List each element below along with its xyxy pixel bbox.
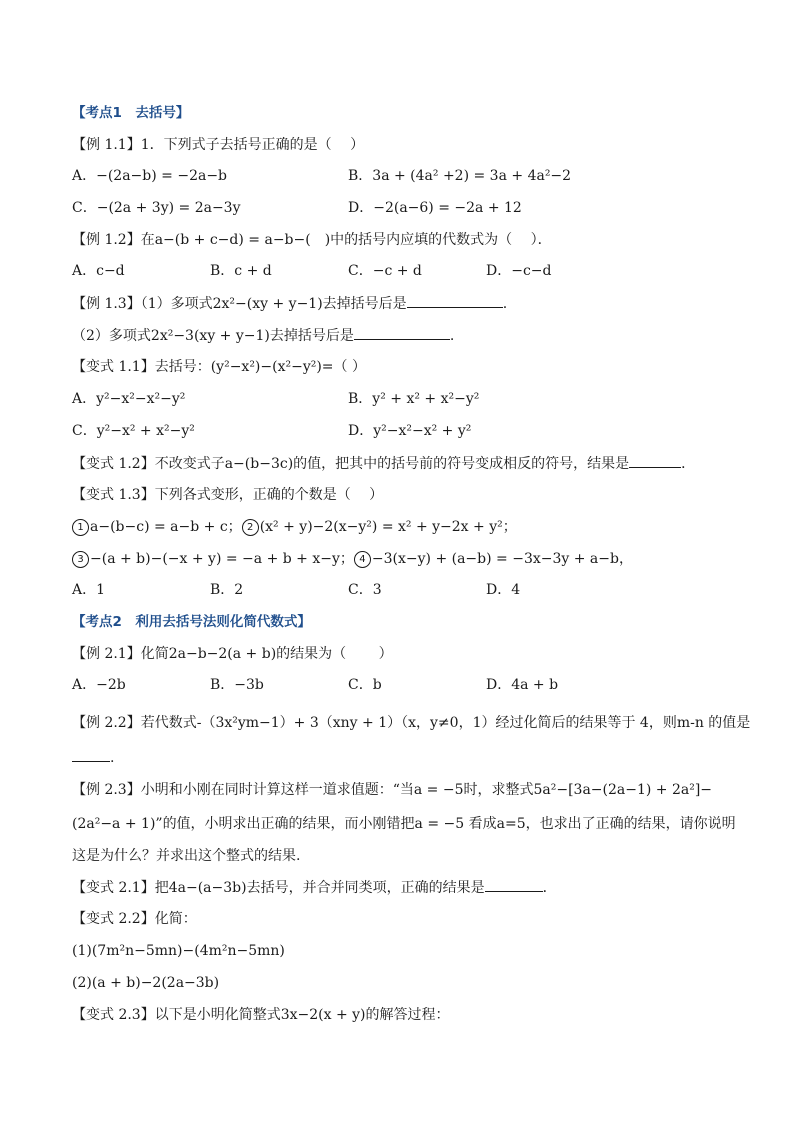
circled-number-4: 4 <box>354 551 371 568</box>
variant-1-3-option-b: B．2 <box>210 582 244 598</box>
variant-2-2-part-1: (1)(7m²n−5mn)−(4m²n−5mn) <box>72 943 285 959</box>
variant-1-3-option-c: C．3 <box>348 582 382 598</box>
section-heading-1: 【考点1 去括号】 <box>72 105 190 121</box>
example-1-1-option-c: C．−(2a + 3y) = 2a−3y <box>72 200 241 216</box>
example-1-1-option-d: D．−2(a−6) = −2a + 12 <box>348 200 522 216</box>
variant-1-3-expression-1: a−(b−c) = a−b + c； <box>90 519 242 535</box>
example-1-2-option-d: D．−c−d <box>486 263 552 279</box>
variant-1-3-stem: 【变式 1.3】下列各式变形，正确的个数是（ ） <box>72 487 384 503</box>
variant-1-1-option-a: A．y²−x²−x²−y² <box>72 391 186 407</box>
example-2-1-option-b: B．−3b <box>210 677 264 693</box>
variant-1-3-expression-3: −(a + b)−(−x + y) = −a + b + x−y； <box>90 551 354 567</box>
answer-blank[interactable] <box>407 294 503 308</box>
variant-1-3-option-a: A．1 <box>72 582 106 598</box>
example-2-2-answer-line <box>72 748 114 767</box>
punctuation: . <box>449 328 455 344</box>
answer-blank[interactable] <box>485 878 543 892</box>
circled-number-1: 1 <box>72 519 89 536</box>
example-1-1-option-b: B．3a + (4a² +2) = 3a + 4a²−2 <box>348 168 572 184</box>
variant-2-2-part-2: (2)(a + b)−2(2a−3b) <box>72 975 220 991</box>
example-2-1-option-d: D．4a + b <box>486 677 559 693</box>
example-2-1-option-a: A．−2b <box>72 677 126 693</box>
example-1-3-part-2-text: （2）多项式2x²−3(xy + y−1)去掉括号后是 <box>72 328 354 344</box>
example-2-1-stem: 【例 2.1】化简2a−b−2(a + b)的结果为（ ） <box>72 646 393 662</box>
variant-1-3-expression-2: (x² + y)−2(x−y²) = x² + y−2x + y²； <box>259 519 517 535</box>
example-1-1-stem: 【例 1.1】1．下列式子去括号正确的是（ ） <box>72 137 365 153</box>
circled-number-2: 2 <box>242 519 259 536</box>
example-2-1-option-c: C．b <box>348 677 382 693</box>
variant-1-2 <box>72 454 695 473</box>
answer-blank[interactable] <box>72 748 110 762</box>
example-1-2-option-c: C．−c + d <box>348 263 422 279</box>
example-1-3-part-2 <box>72 326 454 345</box>
variant-1-3-row-1 <box>72 518 517 536</box>
variant-1-1-stem: 【变式 1.1】去括号：(y²−x²)−(x²−y²)=（ ） <box>72 359 366 375</box>
variant-1-3-expression-4: −3(x−y) + (a−b) = −3x−3y + a−b， <box>371 551 633 567</box>
example-1-2-option-a: A．c−d <box>72 263 125 279</box>
example-1-1-option-a: A．−(2a−b) = −2a−b <box>72 168 228 184</box>
section-heading-2: 【考点2 利用去括号法则化简代数式】 <box>72 614 311 630</box>
variant-2-1 <box>72 878 557 897</box>
example-1-2-stem: 【例 1.2】在a−(b + c−d) = a−b−( )中的括号内应填的代数式为（ ）． <box>72 232 552 248</box>
variant-1-3-row-2 <box>72 550 633 568</box>
answer-blank[interactable] <box>629 454 681 468</box>
punctuation: . <box>502 296 508 312</box>
example-2-3-line-2: (2a²−a + 1)”的值，小明求出正确的结果，而小刚错把a = −5 看成a=5，也求出了正确的结果，请你说明 <box>72 816 736 832</box>
variant-2-2-stem: 【变式 2.2】化简： <box>72 911 197 927</box>
answer-blank[interactable] <box>354 326 450 340</box>
punctuation: ． <box>681 456 696 472</box>
variant-1-3-option-d: D．4 <box>486 582 521 598</box>
variant-2-3-stem: 【变式 2.3】以下是小明化简整式3x−2(x + y)的解答过程： <box>72 1007 450 1023</box>
variant-1-1-option-c: C．y²−x² + x²−y² <box>72 423 195 439</box>
circled-number-3: 3 <box>72 551 89 568</box>
example-2-3-line-1: 【例 2.3】小明和小刚在同时计算这样一道求值题：“当a = −5时，求整式5a²−[3a−(2a−1) + 2a²]− <box>72 782 713 798</box>
example-2-2-stem: 【例 2.2】若代数式-（3x²ym−1）+ 3（xny + 1）（x，y≠0，1）经过化简后的结果等于 4，则m-n 的值是 <box>72 715 751 731</box>
example-1-3-part-1 <box>72 294 507 313</box>
variant-1-1-option-d: D．y²−x²−x² + y² <box>348 423 472 439</box>
example-2-3-line-3: 这是为什么？并求出这个整式的结果. <box>72 848 301 864</box>
example-1-2-option-b: B．c + d <box>210 263 272 279</box>
variant-2-1-text: 【变式 2.1】把4a−(a−3b)去括号，并合并同类项，正确的结果是 <box>72 880 485 896</box>
example-1-3-part-1-text: 【例 1.3】（1）多项式2x²−(xy + y−1)去掉括号后是 <box>72 296 407 312</box>
punctuation: . <box>110 750 115 766</box>
variant-1-1-option-b: B．y² + x² + x²−y² <box>348 391 480 407</box>
variant-1-2-text: 【变式 1.2】不改变式子a−(b−3c)的值，把其中的括号前的符号变成相反的符号，结果是 <box>72 456 630 472</box>
punctuation: ． <box>542 880 557 896</box>
